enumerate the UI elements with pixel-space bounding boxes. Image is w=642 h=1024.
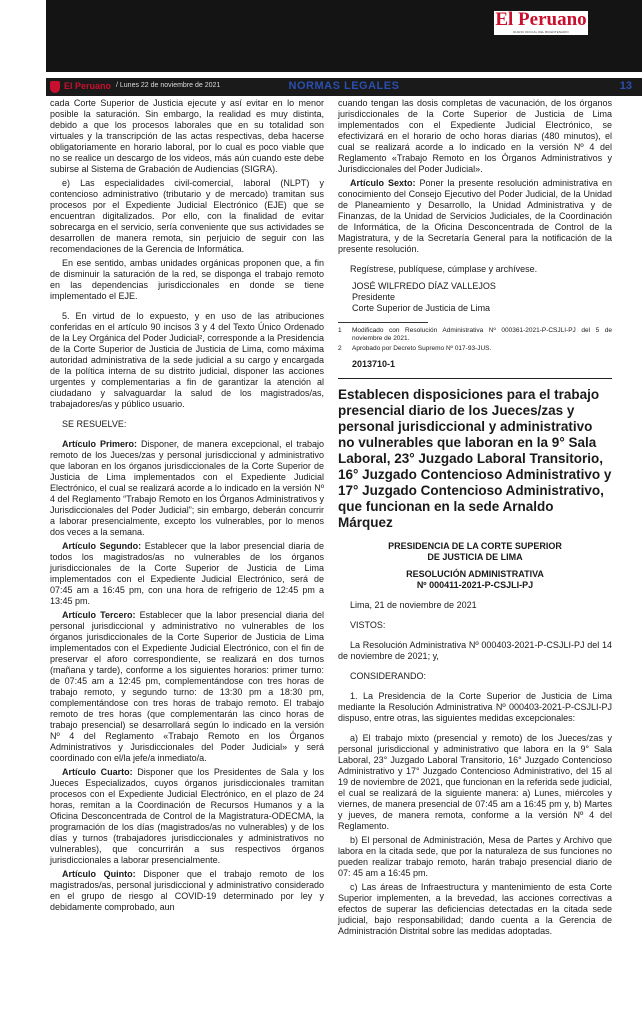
- signatory-org: Corte Superior de Justicia de Lima: [352, 303, 491, 313]
- paragraph: En ese sentido, ambas unidades orgánicas proponen que, a fin de disminuir la saturación de la red, se disponga el trabajo remoto en las dependencias jurisdiccionales en donde se tiene implementado el EJE.: [50, 258, 324, 301]
- issuer-line: DE JUSTICIA DE LIMA: [427, 552, 523, 562]
- measure-a: a) El trabajo mixto (presencial y remoto) de los Jueces/zas y personal jurisdiccional y administrativo que labora en la 9° Sala Laboral, 23° Juzgado Laboral Transitorio, 16° Juzgado Contencioso Administrativo y 17° Juzgado Contencioso Administrativo, del 15 al 19 de noviembre de 2021, que funcionan en la referida sede judicial, el cual se realizará de la siguiente manera: a) Lunes, miércoles y viernes, de manera presencial de 07:45 am a 16:45 pm y, b) Martes y jueves, de manera remota, conforme a la versión Nº 4 del Reglamento.: [338, 733, 612, 831]
- article-label: Artículo Primero:: [62, 439, 137, 449]
- measure-c: c) Las áreas de Infraestructura y mantenimiento de esta Corte Superior implementen, a la brevedad, las acciones correctivas a efectos de superar las deficiencias detectadas en la citada sede judicial, bajo responsabilidad; dando cuenta a la Gerencia de Administración Distrital sobre las medidas adoptadas.: [338, 882, 612, 936]
- place-date: Lima, 21 de noviembre de 2021: [350, 600, 477, 610]
- footnote-text: Aprobado por Decreto Supremo Nº 017-93-JUS.: [352, 345, 492, 352]
- footnote-text: Modificado con Resolución Administrativa Nº 000361-2021-P-CSJLI-PJ del 5 de noviembre de 2021.: [352, 327, 612, 342]
- logo-subtitle: DIARIO OFICIAL DEL BICENTENARIO: [513, 30, 569, 34]
- signatory-role: Presidente: [352, 292, 396, 302]
- signature-block: [352, 281, 612, 314]
- article-6: [338, 178, 612, 255]
- resolution-number: Nº 000411-2021-P-CSJLI-PJ: [416, 580, 534, 590]
- document-code: 2013710-1: [352, 359, 396, 369]
- header-brand: El Peruano: [64, 81, 112, 91]
- signatory-name: JOSÉ WILFREDO DÍAZ VALLEJOS: [352, 281, 496, 291]
- article-text: Disponer, de manera excepcional, el trabajo remoto de los Jueces/zas y personal jurisdiccional y administrativo que laboran en los órganos jurisdiccionales de la Corte Superior de Justicia de Lima implementados con el Expediente Judicial Electrónico, el cual se realizará acorde a lo indicado en la versión Nº 4 del Reglamento “Trabajo Remoto en los Órganos Administrativos y Jurisdiccionales del Poder Judicial”; sin embargo, deberán concurrir a laborar presencialmente, excepto los vulnerables, por lo menos dos veces a la semana.: [50, 439, 324, 537]
- paragraph: e) Las especialidades civil-comercial, laboral (NLPT) y contencioso administrativo (tributario y de mercado) tramitan sus procesos por el Expediente Judicial Electrónico (EJE) que se encuentran digitalizados. Por ello, con la finalidad de evitar sobrecarga en el servicio, sería conveniente que sus actividades se desarrollen de manera remota, sin perjuicio de seguir con las recomendaciones de la Gerencia de Informática.: [50, 178, 324, 254]
- article-label: Artículo Quinto:: [62, 869, 136, 879]
- considerando-heading: CONSIDERANDO:: [350, 671, 427, 681]
- article-text: Establecer que la labor presencial diaria del personal jurisdiccional y administrativo no vulnerables de los órganos jurisdiccionales de la Corte Superior de Justicia de Lima implementados con el Expediente Judicial Electrónico, con el fin de preservar el aforo correspondiente, se realizará en dos turnos (mañana y tarde), conforme a los siguientes horarios: primer turno: de 07:45 am a 12:45 pm, complementándose con tres horas de trabajo remoto, y segundo turno: de 13:30 pm a 18:30 pm, complementándose con tres horas de trabajo remoto. El trabajo remoto de tres horas (que complementarán las cinco horas de trabajo presencial) se desarrollará según lo indicado en la versión Nº 4 del Reglamento «Trabajo Remoto en los Órganos Administrativos y Jurisdiccionales del Poder Judicial» y será coordinado con el/la jefe/a inmediato/a.: [50, 610, 324, 763]
- measure-b: b) El personal de Administración, Mesa de Partes y Archivo que labora en la citada sede, que por la naturaleza de sus funciones no pueden realizar trabajo remoto, harán trabajo presencial diario de 07: 45 am a 16:45 pm.: [338, 835, 612, 878]
- article-2: [50, 541, 324, 607]
- vistos-heading: VISTOS:: [350, 620, 386, 630]
- article-5: [50, 869, 324, 913]
- closing-formula: Regístrese, publíquese, cúmplase y archívese.: [350, 264, 538, 274]
- article-headline: Establecen disposiciones para el trabajo presencial diario de los Jueces/zas y personal jurisdiccional y administrativo no vulnerables que laboran en la 9° Sala Laboral, 23° Juzgado Laboral Transitorio, 16° Juzgado Contencioso Administrativo y 17° Juzgado Contencioso Administrativo, que funcionan en la sede Arnaldo Márquez: [338, 387, 612, 530]
- footnote: [338, 345, 612, 353]
- section-title: NORMAS LEGALES: [288, 80, 400, 92]
- right-column: [338, 98, 612, 940]
- footnote-number: 1: [338, 327, 342, 334]
- resolution-line: RESOLUCIÓN ADMINISTRATIVA: [406, 569, 544, 579]
- page-header: [46, 78, 642, 96]
- resolution-heading: [338, 569, 612, 591]
- article-1: [50, 439, 324, 538]
- paragraph: cuando tengan las dosis completas de vacunación, de los órganos jurisdiccionales de la Corte Superior de Justicia de Lima implementados con el Expediente Judicial Electrónico, se efectivizará en el horario de ocho horas diarias (480 minutos), el cual se realizará acorde a lo indicado en la versión Nº 4 del Reglamento «Trabajo Remoto en los Órganos Administrativos y Jurisdiccionales del Poder Judicial».: [338, 98, 612, 174]
- footnote-rule: [338, 322, 428, 323]
- page-number: 13: [619, 80, 632, 92]
- logo-text: El Peruano: [495, 9, 587, 30]
- article-4: [50, 767, 324, 866]
- paragraph: 1. La Presidencia de la Corte Superior de Justicia de Lima mediante la Resolución Administrativa Nº 000403-2021-P-CSJLI-PJ dispuso, entre otras, las siguientes medidas excepcionales:: [338, 691, 612, 723]
- article-label: Artículo Segundo:: [62, 541, 142, 551]
- footnote-number: 2: [338, 345, 342, 352]
- paragraph: cada Corte Superior de Justicia ejecute y así evitar en lo menor posible la saturación. Sin embargo, la realidad es muy distinta, debido a que los procesos laborales que en su totalidad son virtuales y la transcripción de las actas respectivas, deba hacerse obligatoriamente en horario laboral, por lo cual es poco viable que no se realice un descargo de los videos, más aún cuando este debe subirse al Sistema de Grabación de Audiencias (SIGRA).: [50, 98, 324, 174]
- article-text: Poner la presente resolución administrativa en conocimiento del Consejo Ejecutivo del Poder Judicial, de la Unidad de Planeamiento y Desarrollo, la Unidad Administrativa y de Finanzas, de la Unidad de Servicios Judiciales, de la Coordinación de Informática, de la Oficina Desconcentrada de Control de la Magistratura, y de la Secretaría General para la notificación de la presente resolución.: [338, 178, 612, 254]
- article-text: Disponer que el trabajo remoto de los magistrados/as, personal jurisdiccional y administrativo considerado en el grupo de riesgo al COVID-19 determinado por ley y debidamente comprobado, aun: [50, 869, 324, 912]
- article-text: Establecer que la labor presencial diaria de todos los magistrados/as no vulnerables de los órganos jurisdiccionales de la Corte Superior de Justicia de Lima implementados con el Expediente Judicial Electrónico, será de 07:45 am a 16:45 pm, con una hora de refrigerio de 12:45 pm a 13:45 pm.: [50, 541, 324, 606]
- left-column: [50, 98, 324, 916]
- article-label: Artículo Tercero:: [62, 610, 136, 620]
- article-text: Disponer que los Presidentes de Sala y los Jueces Especializados, cuyos órganos jurisdiccionales tramitan procesos con el Expediente Judicial Electrónico, en el plazo de 24 horas, remitan a la Coordinación de Recursos Humanos y a la Oficina Desconcentrada de Control de la Magistratura-ODECMA, la programación de los días (magistrados/as no vulnerables) y de los días y turnos (trabajadores jurisdiccionales y administrativos no vulnerables), que concurrirán a sus respectivos órganos jurisdiccionales a laborar presencialmente.: [50, 767, 324, 865]
- el-peruano-logo[interactable]: [494, 11, 588, 35]
- paragraph: 5. En virtud de lo expuesto, y en uso de las atribuciones conferidas en el artículo 90 incisos 3 y 4 del Texto Único Ordenado de la Ley Orgánica del Poder Judicial², corresponde a la Presidencia de la Corte Superior de Justicia de Justicia de Lima, como máxima autoridad administrativa de la sede judicial a su cargo y encargada de la política interna de su distrito judicial, disponer las acciones urgentes y complementarias a fin de garantizar la atención al ciudadano y salvaguardar la salud de los magistrados/as, trabajadores/as y público usuario.: [50, 311, 324, 409]
- article-label: Artículo Sexto:: [350, 178, 416, 188]
- article-3: [50, 610, 324, 764]
- issuer-heading: [338, 541, 612, 563]
- footnote: [338, 327, 612, 343]
- resolve-heading: SE RESUELVE:: [62, 419, 127, 429]
- issuer-line: PRESIDENCIA DE LA CORTE SUPERIOR: [388, 541, 562, 551]
- masthead-bar: [46, 0, 642, 72]
- header-date: / Lunes 22 de noviembre de 2021: [116, 82, 221, 89]
- paragraph: La Resolución Administrativa Nº 000403-2021-P-CSJLI-PJ del 14 de noviembre de 2021; y,: [338, 640, 612, 661]
- section-divider: [338, 378, 612, 379]
- article-label: Artículo Cuarto:: [62, 767, 133, 777]
